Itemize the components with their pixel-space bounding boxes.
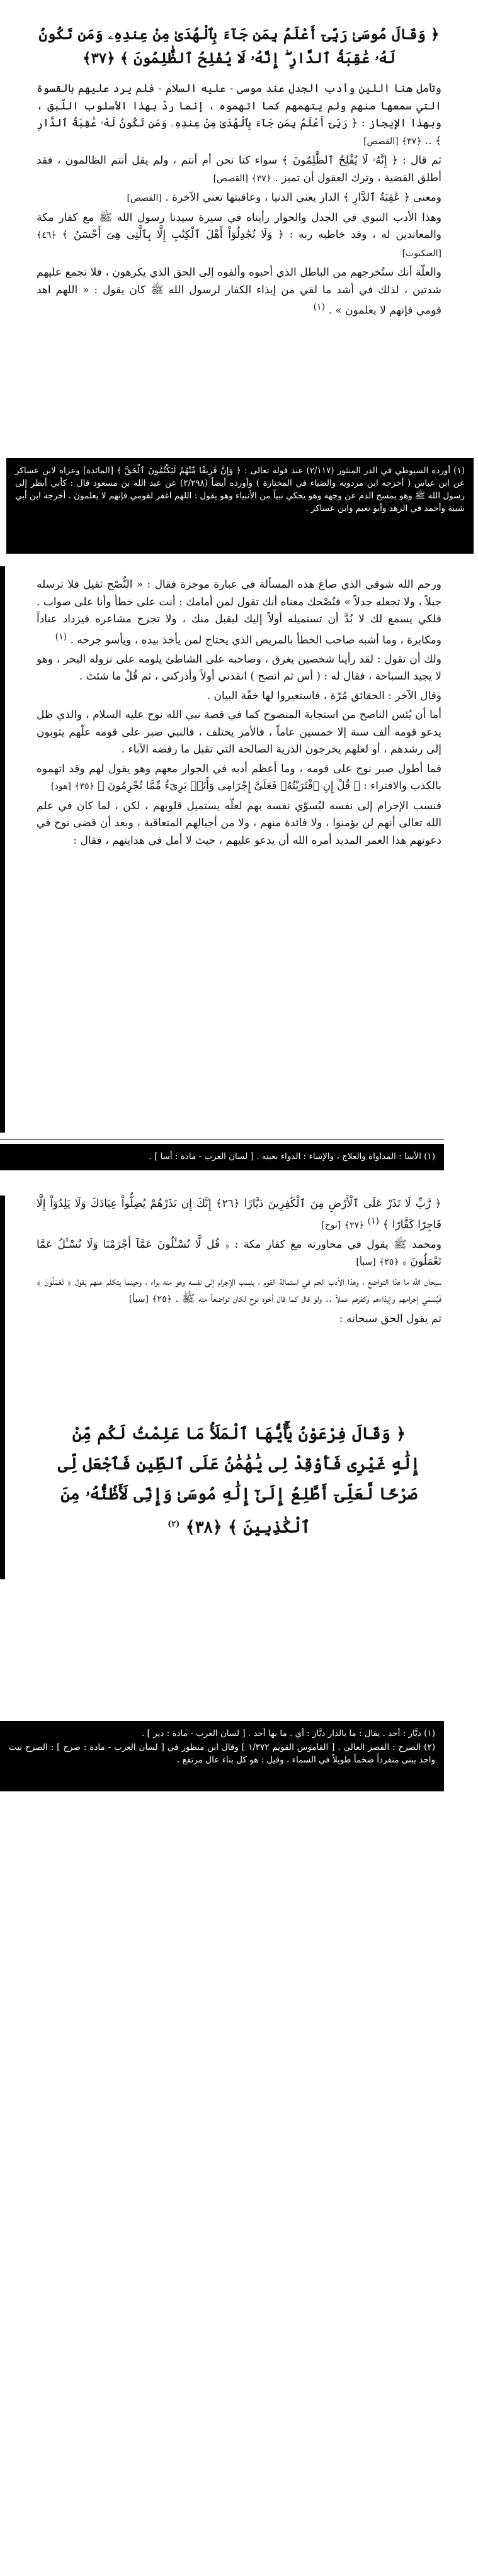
paragraph: ثم يقول الحق سبحانه : [339, 1312, 441, 1325]
footnote-text: (١) أورده السيوطي في الدر المنثور (٢/١١٧) عند قوله تعالى : ﴿ وَإِنَّ فَرِيقًا مِّنْهُمْ لَيَكْتُمُونَ ٱلْحَقَّ ﴾ [المائدة] وعزاه لابن عساكر عن ابن عباس ( أخرجه ابن مردويه والضياء في المختارة ) وأورده أيضاً (٢/٢٩٨) عن عبد الله بن مسعود قال : كأني أنظر إلى رسول الله ﷺ وهو يمسح الدم عن وجهه وهو يحكي نبياً من الأنبياء وهو يقول : اللهم اغفر لقومي فإنهم لا يعلمون . أخرجه ابن أبي شيبة وأحمد في الزهد وأبو نعيم وابن عساكر . [15, 466, 465, 513]
surah-reference: [العنكبوت] [402, 248, 441, 259]
page-1-body [37, 81, 441, 322]
paragraph: ومحمد ﷺ يقول في محاورته مع كفار مكة : ﴿ قُل لَّا تُسْـَٔلُونَ عَمَّآ أَجْرَمْنَا وَلَا نُسْـَٔلُ عَمَّا تَعْمَلُونَ ﴾ ﴿٢٥﴾ [سبأ] [37, 1238, 441, 1268]
surah-reference: [سبأ] [356, 1257, 376, 1268]
heading-ayah-text: ﴿ وَقَالَ مُوسَىٰ رَبِّىٓ أَعْلَمُ بِمَن جَآءَ بِٱلْهُدَىٰ مِنْ عِندِهِۦ وَمَن تَكُونُ لَهُۥ عَٰقِبَةُ ٱلدَّارِ ۖ إِنَّهُۥ لَا يُفْلِحُ ٱلظَّٰلِمُونَ ﴾ ﴿٣٧﴾ [38, 26, 440, 67]
ayah-block-text: ﴿ وَقَالَ فِرْعَوْنُ يَٰٓأَيُّهَا ٱلْمَلَأُ مَا عَلِمْتُ لَكُم مِّنْ إِلَٰهٍ غَيْرِى فَأَوْقِدْ لِى يَٰهَٰمَٰنُ عَلَى ٱلطِّينِ فَٱجْعَل لِّى صَرْحًا لَّعَلِّىٓ أَطَّلِعُ إِلَىٰٓ إِلَٰهِ مُوسَىٰ وَإِنِّى لَأَظُنُّهُۥ مِنَ ٱلْكَٰذِبِينَ ﴾ ﴿٣٨﴾ [57, 1425, 421, 1537]
surah-reference: [سبأ] [128, 1294, 149, 1305]
paragraph: والعلّة أنك ستُخرجهم من الباطل الذي أحبوه وألفوه إلى الحق الذي يكرهون ، فلا تجمع عليهم شدتين ، لذلك في أشد ما لقي من إيذاء الكفار لرسول الله ﷺ كان يقول : « اللهم اهد قومي فإنهم لا يعلمون » . $^{(١)}$ [37, 266, 441, 317]
footnote-reference: (١) [55, 631, 67, 642]
paragraph: أما أن يُئس الناصح من استجابة المنصوح كما في قصة نبي الله نوح عليه السلام ، والذي ظل يدعو قومه ألف سنة إلا خمسين عاماً ، فالأمر يختلف ، فالنبي صبر على قومه علّهم يثوبون إلى رشدهم ، أو لعلهم يخرجون الذرية الصالحة التي تقبل ما رفضه الآباء . [37, 708, 441, 756]
footnote-box [6, 458, 474, 554]
footnote-box [0, 1144, 444, 1174]
footnote-separator [0, 1139, 444, 1140]
footnote-text: (١) الأسا : المداواة والعلاج ، والإساء : الدواء بعينه . [ لسان العرب - مادة : أسا ] . [149, 1151, 435, 1162]
page-1 [0, 0, 478, 554]
ayah-number: ﴿٤٦﴾ [37, 230, 57, 240]
paragraph: وهذا الأدب النبوي في الجدل والحوار رأيناه في سيرة سيدنا رسول الله ﷺ مع كفار مكة والمعاندين له ، وقد خاطبه ربه : ﴿ وَلَا تُجَٰدِلُوٓاْ أَهْلَ ٱلْكِتَٰبِ إِلَّا بِٱلَّتِى هِىَ أَحْسَنُ ﴾ ﴿٤٦﴾ [العنكبوت] [37, 211, 442, 259]
ayah-number: ﴿٣٧﴾ [401, 136, 422, 147]
surah-reference: [القصص] [363, 136, 399, 147]
ayah-number: ﴿٣٧﴾ [251, 173, 271, 184]
paragraph: ورحم الله شوقي الذي صاغ هذه المسألة في عبارة موجزة فقال : « النُّصْح ثقيل فلا ترسله جبلاً ، ولا تجعله جدلاً » فنُصْحك معناه أنك تقول لمن أمامك : أنت على خطأ وأنا على صواب . فلكي يسمع لك لا بُدَّ أن تستميله أولاً إليك ليقبل منك ، ولا تجرح مشاعره فيزداد عناداً ومكابرة ، وما أشبه صاحب الخطأ بالمريض الذي يحتاج لمن يأخذ بيده ، ويأسو جرحه . $^{(١)}$ [37, 578, 441, 647]
page-2-body [37, 576, 441, 851]
footnote-reference: (١) [313, 302, 326, 312]
paragraph: ومعنى ﴿ عَٰقِبَةُ ٱلدَّارِ ﴾ الدار يعني الدنيا ، وعاقبتها تعني الآخرة . [القصص] [127, 191, 441, 204]
paragraph: وتأمل هنا اللين وأدب الجدل عند موسى - عليه السلام - فلم يرد عليهم بالقسوة التي سمعها منهم ولم يتهمهم كما اتهموه ، إنما ردّ بهذا الأسلوب اللّبق ، وبهذا الإيجاز : ﴿ رَبِّىٓ أَعْلَمُ بِمَن جَآءَ بِٱلْهُدَىٰ مِنْ عِندِهِۦ وَمَن تَكُونُ لَهُۥ عَٰقِبَةُ ٱلدَّارِ ﴾ .. ﴿٣٧﴾ [القصص] [37, 82, 441, 147]
paragraph: ولك أن تقول : لقد رأينا شخصين يغرق ، وصاحبه على الشاطئ يلومه على نزوله البحر ، وهو لا يجيد السباحة ، فقال له : ( أس ثم انصح ) انقذني أولاً وأدركني ، ثم قُلْ ما شئتَ . [37, 652, 441, 683]
heading-ayah [37, 23, 441, 70]
page-3 [0, 1170, 478, 1765]
ayah-number: ﴿٣٥﴾ [74, 781, 94, 792]
footnote-reference: (٢) [168, 1520, 180, 1529]
footnote-reference: (١) [367, 1216, 380, 1226]
page-3-body [37, 1196, 441, 1330]
page-2 [0, 554, 478, 1170]
paragraph: سبحان الله ما هذا التواضع ، وهذا الأدب الجم في استمالة القوم ، ينسب الإجرام إلى نفسه وهو منه براء ، وحينما يتكلم عنهم يقول ﴿ تَعْمَلُونَ ﴾ فَيُسمّي إجرامهم وإيذاءهم وكفرهم عملاً .. ولو قال كما قال أخوه نوح لكان تواضعاً منه ﷺ . ﴿٢٥﴾ [سبأ] [37, 1275, 441, 1306]
surah-reference: [هود] [51, 781, 71, 792]
ayah-number: ﴿٢٥﴾ [379, 1257, 399, 1268]
paragraph: فما أطول صبر نوح على قومه ، وما أعظم أدبه في الحوار معهم وهو يقول لهم وقد اتهموه بالكذب والافتراء : ﴿ قُلْ إِنِ ٱفْتَرَيْتُهُۥ فَعَلَىَّ إِجْرَامِى وَأَنَا۠ بَرِىٓءٌ مِّمَّا تُجْرِمُونَ ﴾ ﴿٣٥﴾ [هود] [37, 762, 441, 793]
surah-reference: [القصص] [213, 173, 249, 184]
surah-reference: [نوح] [321, 1220, 341, 1231]
paragraph: فنسب الإجرام إلى نفسه ليُسوّي نفسه بهم لعلّه يستميل قلوبهم ، لكن ، لما كان في علم الله تعالى أنهم لن يؤمنوا ، ولا فائدة منهم ، ولا من أجيالهم المتعاقبة ، وبعد أن قضى نوح في دعوتهم هذا العمر المديد أمره الله أن يدعو عليهم ، حيث لا أمل في هدايتهم ، فقال : [37, 799, 441, 847]
side-mark [0, 566, 5, 1133]
paragraph: ثم قال : ﴿ إِنَّهُۥ لَا يُفْلِحُ ٱلظَّٰلِمُونَ ﴾ سواء كنا نحن أم أنتم ، ولم يقل أنتم الظالمون ، فقد أطلق القضية ، وترك العقول أن تميز . ﴿٣٧﴾ [القصص] [37, 154, 441, 184]
footnote-box [0, 1721, 444, 1791]
paragraph: ﴿ رَّبِّ لَا تَذَرْ عَلَى ٱلْأَرْضِ مِنَ ٱلْكَٰفِرِينَ دَيَّارًا ﴿٢٦﴾ إِنَّكَ إِن تَذَرْهُمْ يُضِلُّواْ عِبَادَكَ وَلَا يَلِدُوٓاْ إِلَّا فَاجِرًا كَفَّارًا ﴾ $^{(١)}$ ﴿٢٧﴾ [نوح] [37, 1197, 441, 1231]
footnote-text: (٢) الصرح : القصر العالي . [ القاموس القويم ١/٣٧٢ ] وقال ابن منظور في [ لسان العرب - مادة : صرح ] : الصرح بيت واحد يبنى منفرداً ضخماً طويلاً في السماء ، وقيل : هو كل بناء عال مرتفع . [9, 1742, 435, 1765]
ayah-number: ﴿٢٧﴾ [344, 1220, 365, 1231]
footnote-text: (١) ديَّار : أحد . يقال : ما بالدار ديَّار : أي . ما بها أحد . [ لسان العرب - مادة : دير ] . [141, 1728, 435, 1739]
side-mark [0, 1196, 5, 1579]
ayah-number: ﴿٢٥﴾ [152, 1294, 172, 1305]
ayah-block [57, 1419, 421, 1543]
surah-reference: [القصص] [127, 193, 162, 203]
paragraph: وقال الآخر : الحقائق مُرّة ، فاستعيروا لها خفّة البيان . [207, 689, 441, 702]
